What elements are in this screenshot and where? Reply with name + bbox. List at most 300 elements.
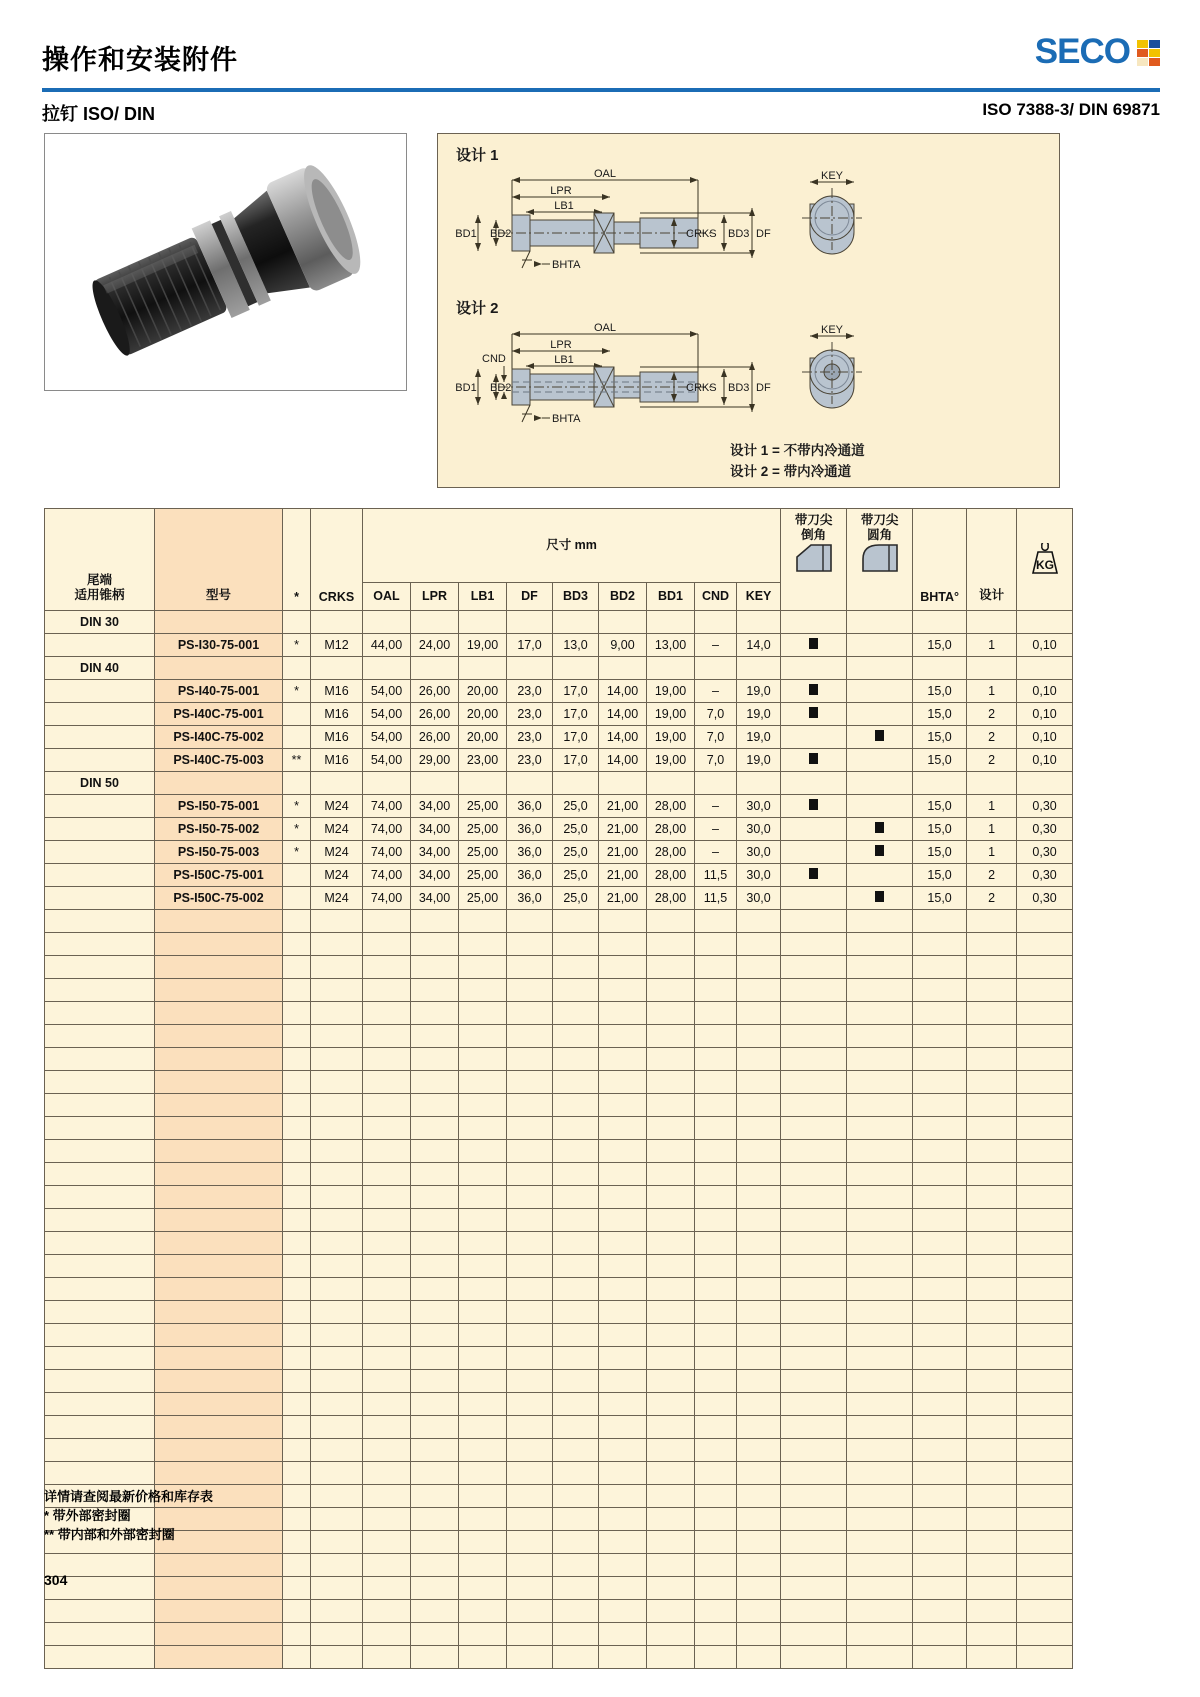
blank-cell — [695, 1531, 737, 1554]
row-model[interactable]: PS-I50C-75-002 — [155, 887, 283, 910]
blank-model-cell — [155, 1209, 283, 1232]
table-row[interactable] — [45, 841, 1073, 864]
blank-cell — [311, 1117, 363, 1140]
blank-taper-cell — [45, 1117, 155, 1140]
blank-cell — [599, 1600, 647, 1623]
blank-cell — [1017, 1600, 1073, 1623]
group-blank-cell — [913, 611, 967, 634]
blank-cell — [311, 1255, 363, 1278]
row-cnd: – — [695, 795, 737, 818]
blank-cell — [781, 1301, 847, 1324]
blank-cell — [967, 956, 1017, 979]
row-bd2: 9,00 — [599, 634, 647, 657]
blank-cell — [967, 1416, 1017, 1439]
blank-cell — [553, 1002, 599, 1025]
blank-cell — [847, 1002, 913, 1025]
blank-cell — [553, 1163, 599, 1186]
blank-cell — [695, 1324, 737, 1347]
blank-cell — [459, 1531, 507, 1554]
table-row[interactable] — [45, 749, 1073, 772]
blank-cell — [363, 956, 411, 979]
blank-cell — [311, 1485, 363, 1508]
blank-cell — [363, 1232, 411, 1255]
corner-radius-icon — [857, 543, 903, 573]
blank-cell — [967, 1094, 1017, 1117]
blank-cell — [507, 1439, 553, 1462]
row-star — [283, 887, 311, 910]
blank-cell — [411, 1462, 459, 1485]
table-row[interactable] — [45, 680, 1073, 703]
blank-cell — [459, 1163, 507, 1186]
table-row[interactable] — [45, 864, 1073, 887]
blank-cell — [737, 1324, 781, 1347]
row-star: * — [283, 634, 311, 657]
blank-cell — [737, 1416, 781, 1439]
header-dimensions-group: 尺寸 mm — [363, 509, 781, 583]
blank-model-cell — [155, 979, 283, 1002]
blank-cell — [459, 1140, 507, 1163]
blank-cell — [507, 1209, 553, 1232]
blank-cell — [411, 1186, 459, 1209]
row-bhta: 15,0 — [913, 703, 967, 726]
table-blank-row — [45, 1071, 1073, 1094]
row-radius — [847, 864, 913, 887]
blank-cell — [599, 1531, 647, 1554]
blank-cell — [695, 1577, 737, 1600]
blank-cell — [363, 1002, 411, 1025]
blank-model-cell — [155, 1416, 283, 1439]
blank-cell — [411, 1623, 459, 1646]
blank-cell — [599, 1485, 647, 1508]
page-title: 操作和安装附件 — [42, 45, 238, 75]
blank-cell — [311, 1646, 363, 1669]
blank-cell — [847, 956, 913, 979]
blank-cell — [553, 1025, 599, 1048]
blank-model-cell — [155, 1255, 283, 1278]
header-star: * — [283, 509, 311, 611]
blank-cell — [781, 1600, 847, 1623]
blank-taper-cell — [45, 1025, 155, 1048]
blank-taper-cell — [45, 1278, 155, 1301]
row-key: 19,0 — [737, 703, 781, 726]
blank-taper-cell — [45, 1071, 155, 1094]
group-blank-cell — [599, 657, 647, 680]
blank-cell — [913, 1462, 967, 1485]
row-model[interactable]: PS-I50C-75-001 — [155, 864, 283, 887]
row-bhta: 15,0 — [913, 841, 967, 864]
blank-cell — [459, 1554, 507, 1577]
table-blank-row — [45, 1370, 1073, 1393]
group-blank-cell — [507, 772, 553, 795]
table-blank-row — [45, 1646, 1073, 1669]
blank-cell — [695, 1163, 737, 1186]
blank-cell — [459, 1255, 507, 1278]
blank-cell — [1017, 1531, 1073, 1554]
blank-cell — [647, 956, 695, 979]
blank-cell — [695, 1255, 737, 1278]
blank-model-cell — [155, 1301, 283, 1324]
blank-cell — [913, 1485, 967, 1508]
blank-cell — [283, 910, 311, 933]
blank-taper-cell — [45, 1393, 155, 1416]
group-blank-cell — [695, 657, 737, 680]
blank-cell — [737, 1554, 781, 1577]
blank-cell — [967, 1646, 1017, 1669]
blank-cell — [507, 1117, 553, 1140]
row-key: 14,0 — [737, 634, 781, 657]
blank-cell — [913, 1646, 967, 1669]
group-blank-cell — [553, 772, 599, 795]
group-blank-cell — [311, 772, 363, 795]
blank-cell — [553, 1462, 599, 1485]
blank-cell — [311, 1324, 363, 1347]
row-lb1: 25,00 — [459, 864, 507, 887]
blank-cell — [553, 1485, 599, 1508]
blank-cell — [507, 1301, 553, 1324]
row-kg: 0,10 — [1017, 680, 1073, 703]
row-design: 2 — [967, 749, 1017, 772]
row-bd1: 19,00 — [647, 680, 695, 703]
blank-cell — [311, 1232, 363, 1255]
blank-cell — [363, 1508, 411, 1531]
design-1-label: 设计 1 — [456, 147, 499, 164]
blank-cell — [967, 1301, 1017, 1324]
row-key: 19,0 — [737, 749, 781, 772]
blank-cell — [283, 1163, 311, 1186]
blank-cell — [363, 1186, 411, 1209]
blank-cell — [781, 1646, 847, 1669]
blank-cell — [1017, 1347, 1073, 1370]
blank-cell — [411, 1370, 459, 1393]
blank-cell — [737, 1439, 781, 1462]
blank-cell — [647, 1163, 695, 1186]
blank-cell — [647, 1048, 695, 1071]
blank-cell — [311, 1462, 363, 1485]
blank-cell — [283, 933, 311, 956]
row-model[interactable]: PS-I40C-75-003 — [155, 749, 283, 772]
blank-cell — [847, 910, 913, 933]
blank-cell — [411, 910, 459, 933]
blank-cell — [781, 1002, 847, 1025]
blank-model-cell — [155, 1232, 283, 1255]
blank-cell — [647, 1508, 695, 1531]
svg-text:LB1: LB1 — [554, 354, 574, 366]
blank-cell — [311, 1416, 363, 1439]
blank-cell — [459, 910, 507, 933]
blank-cell — [283, 1554, 311, 1577]
design-2-label: 设计 2 — [456, 300, 499, 317]
row-cnd: – — [695, 818, 737, 841]
blank-cell — [1017, 1554, 1073, 1577]
blank-cell — [553, 933, 599, 956]
row-bd3: 25,0 — [553, 841, 599, 864]
group-blank-cell — [781, 611, 847, 634]
header-radius-line1: 带刀尖 — [860, 513, 899, 527]
table-row[interactable] — [45, 887, 1073, 910]
blank-cell — [737, 1186, 781, 1209]
group-label: DIN 30 — [45, 611, 155, 634]
blank-cell — [507, 1554, 553, 1577]
blank-cell — [411, 1347, 459, 1370]
row-cnd: 7,0 — [695, 749, 737, 772]
row-bhta: 15,0 — [913, 634, 967, 657]
blank-cell — [781, 956, 847, 979]
table-row[interactable] — [45, 795, 1073, 818]
svg-text:DF: DF — [756, 228, 771, 240]
header-key: KEY — [737, 582, 781, 610]
blank-cell — [283, 1048, 311, 1071]
blank-cell — [781, 1347, 847, 1370]
table-blank-row — [45, 1416, 1073, 1439]
group-blank-cell — [283, 657, 311, 680]
row-bhta: 15,0 — [913, 818, 967, 841]
blank-cell — [695, 1048, 737, 1071]
blank-cell — [283, 1531, 311, 1554]
blank-model-cell — [155, 1186, 283, 1209]
blank-cell — [695, 979, 737, 1002]
blank-cell — [1017, 1416, 1073, 1439]
header-weight — [1017, 509, 1073, 611]
blank-cell — [647, 1623, 695, 1646]
blank-cell — [1017, 1623, 1073, 1646]
blank-cell — [967, 1531, 1017, 1554]
blank-cell — [781, 1370, 847, 1393]
group-blank-cell — [1017, 611, 1073, 634]
blank-cell — [507, 979, 553, 1002]
blank-cell — [507, 1255, 553, 1278]
blank-cell — [967, 1577, 1017, 1600]
blank-cell — [599, 1462, 647, 1485]
blank-cell — [913, 1209, 967, 1232]
table-blank-row — [45, 1140, 1073, 1163]
blank-model-cell — [155, 1278, 283, 1301]
blank-cell — [363, 933, 411, 956]
row-lpr: 29,00 — [411, 749, 459, 772]
table-row[interactable] — [45, 818, 1073, 841]
blank-cell — [411, 1600, 459, 1623]
blank-cell — [647, 1462, 695, 1485]
blank-cell — [311, 1347, 363, 1370]
blank-cell — [311, 1623, 363, 1646]
blank-cell — [363, 1048, 411, 1071]
blank-cell — [363, 1416, 411, 1439]
blank-cell — [411, 933, 459, 956]
row-crks: M16 — [311, 680, 363, 703]
row-oal: 54,00 — [363, 749, 411, 772]
blank-model-cell — [155, 1462, 283, 1485]
blank-cell — [781, 1439, 847, 1462]
blank-cell — [553, 1186, 599, 1209]
blank-cell — [847, 1600, 913, 1623]
blank-cell — [1017, 1002, 1073, 1025]
group-blank-cell — [311, 611, 363, 634]
blank-cell — [781, 1531, 847, 1554]
blank-cell — [507, 956, 553, 979]
row-model[interactable]: PS-I40C-75-002 — [155, 726, 283, 749]
row-bd2: 14,00 — [599, 749, 647, 772]
row-key: 19,0 — [737, 726, 781, 749]
blank-cell — [695, 1347, 737, 1370]
blank-cell — [507, 1163, 553, 1186]
blank-cell — [967, 1554, 1017, 1577]
group-label: DIN 50 — [45, 772, 155, 795]
row-oal: 54,00 — [363, 726, 411, 749]
row-lpr: 24,00 — [411, 634, 459, 657]
blank-cell — [647, 1531, 695, 1554]
row-bd1: 28,00 — [647, 887, 695, 910]
header-model: 型号 — [155, 509, 283, 611]
blank-cell — [781, 1094, 847, 1117]
table-row[interactable] — [45, 726, 1073, 749]
row-oal: 74,00 — [363, 795, 411, 818]
row-oal: 74,00 — [363, 864, 411, 887]
table-blank-row — [45, 1232, 1073, 1255]
row-model[interactable]: PS-I40C-75-001 — [155, 703, 283, 726]
blank-cell — [553, 1301, 599, 1324]
blank-cell — [781, 1163, 847, 1186]
table-row[interactable] — [45, 634, 1073, 657]
row-cnd: – — [695, 680, 737, 703]
blank-cell — [913, 1094, 967, 1117]
row-chamfer — [781, 749, 847, 772]
blank-cell — [507, 1048, 553, 1071]
header-design: 设计 — [967, 509, 1017, 611]
blank-cell — [967, 1209, 1017, 1232]
blank-cell — [459, 1439, 507, 1462]
table-blank-row — [45, 933, 1073, 956]
row-bd1: 28,00 — [647, 818, 695, 841]
blank-cell — [781, 1232, 847, 1255]
blank-cell — [737, 1209, 781, 1232]
blank-cell — [1017, 1508, 1073, 1531]
row-bd3: 25,0 — [553, 887, 599, 910]
blank-cell — [847, 1140, 913, 1163]
row-model[interactable]: PS-I40-75-001 — [155, 680, 283, 703]
row-bhta: 15,0 — [913, 680, 967, 703]
blank-cell — [553, 1416, 599, 1439]
row-model[interactable]: PS-I50-75-002 — [155, 818, 283, 841]
group-blank-cell — [599, 611, 647, 634]
blank-cell — [695, 1623, 737, 1646]
row-kg: 0,10 — [1017, 634, 1073, 657]
row-key: 30,0 — [737, 795, 781, 818]
blank-cell — [737, 1531, 781, 1554]
blank-cell — [507, 1462, 553, 1485]
row-model[interactable]: PS-I50-75-001 — [155, 795, 283, 818]
blank-cell — [283, 1278, 311, 1301]
blank-cell — [507, 1347, 553, 1370]
blank-cell — [967, 1462, 1017, 1485]
blank-cell — [283, 956, 311, 979]
blank-cell — [283, 1186, 311, 1209]
blank-cell — [1017, 1094, 1073, 1117]
blank-cell — [599, 1646, 647, 1669]
row-model[interactable]: PS-I50-75-003 — [155, 841, 283, 864]
blank-cell — [847, 1416, 913, 1439]
header-bhta: BHTA° — [913, 509, 967, 611]
blank-cell — [311, 1600, 363, 1623]
table-row[interactable] — [45, 703, 1073, 726]
row-bhta: 15,0 — [913, 795, 967, 818]
blank-cell — [311, 1577, 363, 1600]
row-taper-blank — [45, 887, 155, 910]
blank-cell — [967, 1485, 1017, 1508]
header-corner-radius — [847, 509, 913, 611]
row-bd3: 17,0 — [553, 726, 599, 749]
row-bd1: 13,00 — [647, 634, 695, 657]
table-blank-row — [45, 1117, 1073, 1140]
blank-cell — [363, 1370, 411, 1393]
row-star — [283, 703, 311, 726]
blank-cell — [311, 1140, 363, 1163]
blank-cell — [737, 1370, 781, 1393]
blank-cell — [695, 1416, 737, 1439]
header-lpr: LPR — [411, 582, 459, 610]
blank-cell — [599, 1048, 647, 1071]
blank-cell — [847, 1255, 913, 1278]
blank-cell — [363, 979, 411, 1002]
header-radius-line2: 圆角 — [867, 528, 893, 542]
blank-cell — [695, 1140, 737, 1163]
blank-cell — [411, 1094, 459, 1117]
design-2-drawing — [438, 314, 1061, 454]
row-lpr: 26,00 — [411, 680, 459, 703]
blank-cell — [647, 1140, 695, 1163]
row-radius — [847, 634, 913, 657]
blank-cell — [599, 933, 647, 956]
row-taper-blank — [45, 795, 155, 818]
row-oal: 54,00 — [363, 680, 411, 703]
blank-cell — [1017, 1278, 1073, 1301]
blank-cell — [283, 1140, 311, 1163]
row-design: 2 — [967, 887, 1017, 910]
blank-cell — [847, 979, 913, 1002]
blank-cell — [363, 1577, 411, 1600]
blank-cell — [507, 1025, 553, 1048]
row-model[interactable]: PS-I30-75-001 — [155, 634, 283, 657]
blank-cell — [411, 1117, 459, 1140]
row-key: 19,0 — [737, 680, 781, 703]
svg-text:LB1: LB1 — [554, 200, 574, 212]
blank-cell — [1017, 1255, 1073, 1278]
blank-cell — [283, 1508, 311, 1531]
row-chamfer — [781, 864, 847, 887]
group-blank-cell — [363, 611, 411, 634]
blank-cell — [737, 933, 781, 956]
blank-model-cell — [155, 1347, 283, 1370]
blank-cell — [847, 1209, 913, 1232]
blank-cell — [553, 1347, 599, 1370]
pull-stud-photo-graphic — [45, 134, 406, 390]
blank-cell — [311, 979, 363, 1002]
blank-cell — [913, 1577, 967, 1600]
blank-cell — [363, 1646, 411, 1669]
blank-cell — [913, 1186, 967, 1209]
blank-cell — [283, 1370, 311, 1393]
blank-cell — [695, 1485, 737, 1508]
chamfer-marker — [809, 753, 818, 764]
svg-text:BD2: BD2 — [490, 228, 512, 240]
blank-cell — [847, 1324, 913, 1347]
blank-cell — [311, 1186, 363, 1209]
blank-cell — [647, 979, 695, 1002]
blank-cell — [553, 1324, 599, 1347]
row-star: * — [283, 795, 311, 818]
blank-cell — [283, 1600, 311, 1623]
row-key: 30,0 — [737, 887, 781, 910]
blank-model-cell — [155, 1048, 283, 1071]
blank-cell — [913, 979, 967, 1002]
